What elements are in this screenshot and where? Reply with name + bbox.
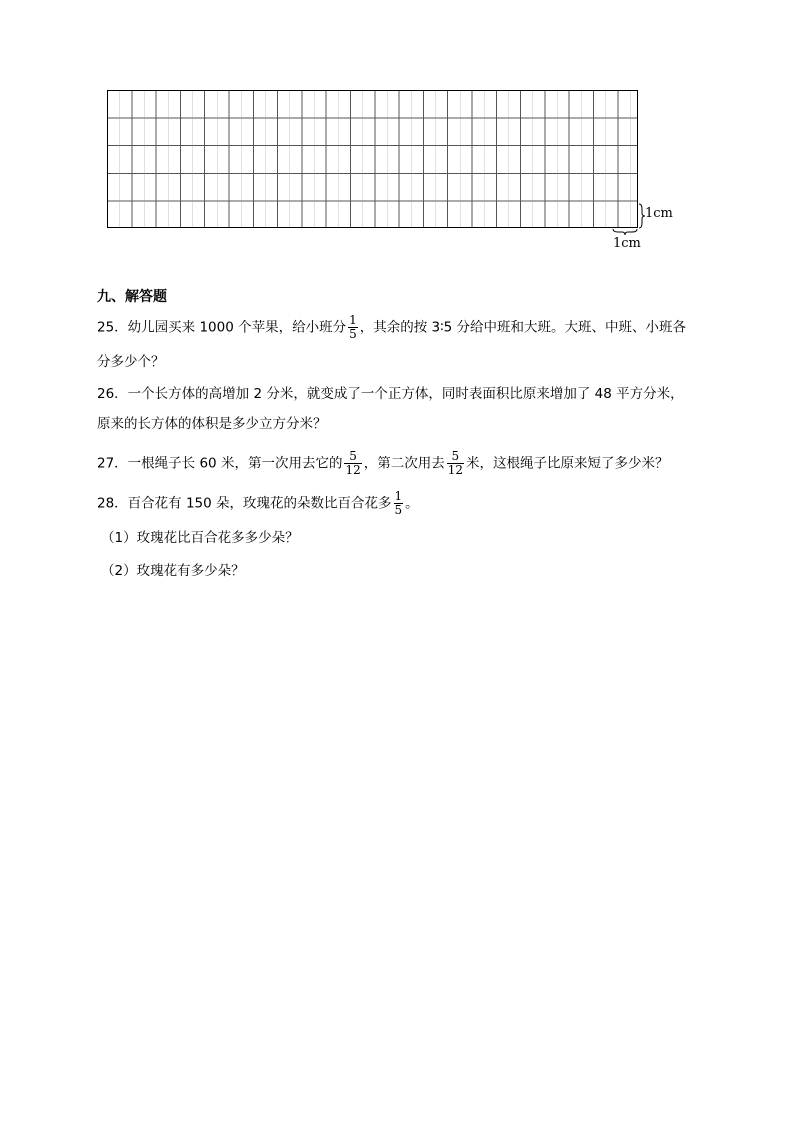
fraction-one-fifth: $\frac{1}{5}$: [349, 313, 357, 341]
question-26-line1: 26．一个长方体的高增加 2 分米，就变成了一个正方体，同时表面积比原来增加了 48 平方分米，: [97, 386, 684, 402]
square-grid: [107, 90, 638, 228]
question-28: 28．百合花有 150 朵，玫瑰花的朵数比百合花多 $\frac{1}{5}$ 。: [97, 489, 419, 517]
question-28-sub1: （1）玫瑰花比百合花多多少朵？: [101, 530, 299, 546]
fraction-five-twelfths: $\frac{5}{12}$: [345, 449, 361, 477]
question-28-sub2: （2）玫瑰花有多少朵？: [101, 563, 245, 579]
question-25-line1: 25．幼儿园买来 1000 个苹果，给小班分 $\frac{1}{5}$ ，其余的按 3∶5 分给中班和大班。大班、中班、小班各: [97, 313, 687, 341]
unit-label-right: 1cm: [645, 206, 673, 221]
question-25-line2: 分多少个？: [97, 354, 165, 370]
section-title: 九、解答题: [97, 289, 167, 305]
question-27: 27．一根绳子长 60 米，第一次用去它的 $\frac{5}{12}$ ，第二次用去 $\frac{5}{12}$ 米，这根绳子比原来短了多少米？: [97, 449, 669, 477]
grid-figure: [107, 90, 638, 228]
fraction-one-fifth-q28: $\frac{1}{5}$: [394, 489, 403, 517]
question-26-line2: 原来的长方体的体积是多少立方分米？: [97, 416, 327, 432]
fraction-five-twelfths-meters: $\frac{5}{12}$: [447, 449, 464, 477]
unit-label-bottom: 1cm: [613, 236, 641, 251]
bottom-brace-icon: [612, 228, 638, 236]
